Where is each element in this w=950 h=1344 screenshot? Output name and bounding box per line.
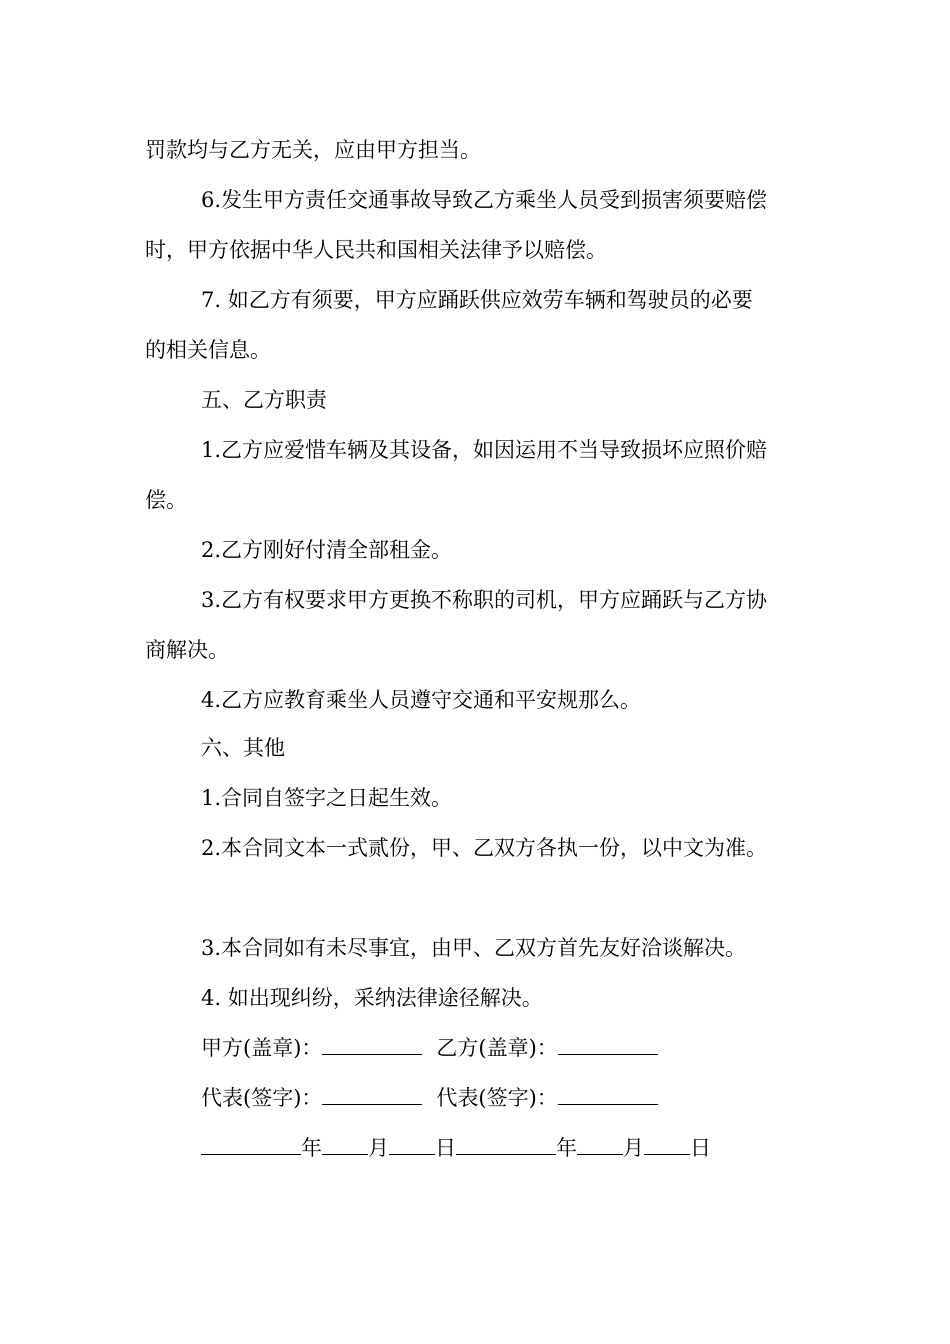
month-label: 月 — [368, 1136, 389, 1160]
party-b-seal-label: 乙方(盖章)： — [436, 1036, 558, 1060]
paragraph-line: 时，甲方依据中华人民共和国相关法律予以赔偿。 — [145, 238, 607, 262]
paragraph-line: 4. 如出现纠纷，采纳法律途径解决。 — [201, 986, 543, 1010]
paragraph-line: 2.本合同文本一式贰份，甲、乙双方各执一份，以中文为准。 — [201, 836, 768, 860]
paragraph-line: 偿。 — [145, 488, 187, 512]
paragraph-line: 6.发生甲方责任交通事故导致乙方乘坐人员受到损害须要赔偿 — [201, 188, 768, 212]
month-blank-a — [322, 1134, 368, 1155]
rep-a-sign-label: 代表(签字)： — [201, 1086, 323, 1110]
section-heading: 五、乙方职责 — [201, 388, 327, 412]
paragraph-line: 1.乙方应爱惜车辆及其设备，如因运用不当导致损坏应照价赔 — [201, 438, 768, 462]
paragraph-line: 4.乙方应教育乘坐人员遵守交通和平安规那么。 — [201, 688, 642, 712]
rep-b-sign-blank — [558, 1084, 658, 1105]
rep-b-sign-label: 代表(签字)： — [436, 1086, 558, 1110]
paragraph-line: 罚款均与乙方无关，应由甲方担当。 — [145, 138, 481, 162]
month-blank-b — [577, 1134, 623, 1155]
paragraph-line: 2.乙方刚好付清全部租金。 — [201, 538, 453, 562]
day-blank-b — [644, 1134, 690, 1155]
paragraph-line: 3.乙方有权要求甲方更换不称职的司机，甲方应踊跃与乙方协 — [201, 588, 768, 612]
party-a-seal-blank — [322, 1034, 422, 1055]
paragraph-line: 3.本合同如有未尽事宜，由甲、乙双方首先友好洽谈解决。 — [201, 936, 747, 960]
paragraph-line: 1.合同自签字之日起生效。 — [201, 786, 453, 810]
sign-row — [201, 1084, 658, 1112]
seal-row — [201, 1034, 658, 1062]
year-label: 年 — [556, 1136, 577, 1160]
year-label: 年 — [301, 1136, 322, 1160]
year-blank-b — [456, 1134, 556, 1155]
party-b-seal-blank — [558, 1034, 658, 1055]
party-a-seal-label: 甲方(盖章)： — [201, 1036, 323, 1060]
paragraph-line: 的相关信息。 — [145, 338, 271, 362]
date-row — [201, 1134, 711, 1162]
month-label: 月 — [623, 1136, 644, 1160]
day-blank-a — [389, 1134, 435, 1155]
day-label: 日 — [690, 1136, 711, 1160]
year-blank-a — [201, 1134, 301, 1155]
rep-a-sign-blank — [322, 1084, 422, 1105]
day-label: 日 — [435, 1136, 456, 1160]
section-heading: 六、其他 — [201, 736, 285, 760]
paragraph-line: 7. 如乙方有须要，甲方应踊跃供应效劳车辆和驾驶员的必要 — [201, 288, 753, 312]
paragraph-line: 商解决。 — [145, 638, 229, 662]
